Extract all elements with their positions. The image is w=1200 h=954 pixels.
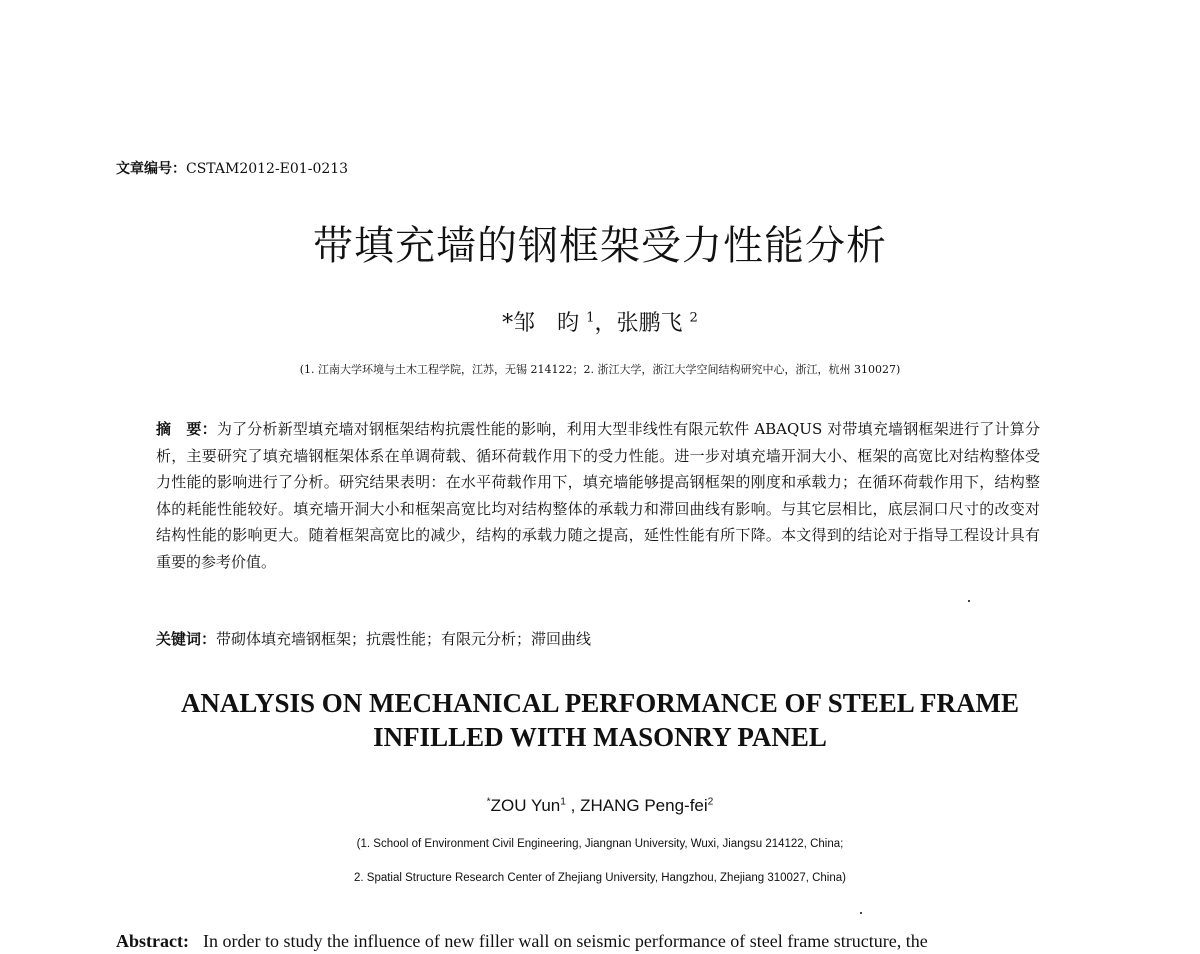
chinese-authors [0,308,1200,340]
english-authors [0,794,1200,818]
chinese-author-2: 张鹏飞 [616,311,683,336]
english-title [100,686,1100,754]
article-number-value: CSTAM2012-E01-0213 [186,161,349,177]
chinese-keywords-label: 关键词： [156,630,217,648]
corresponding-author-mark: * [486,796,491,808]
article-number [116,160,348,178]
scan-speck [860,912,862,914]
chinese-affiliation: (1. 江南大学环境与土木工程学院，江苏，无锡 214122；2. 浙江大学，浙江大学空间结构研究中心，浙江，杭州 310027) [299,363,901,376]
chinese-author-2-affil-mark: 2 [689,310,698,326]
english-affiliation-line-2: 2. Spatial Structure Research Center of Zhejiang University, Hangzhou, Zhejiang 310027, China) [353,872,846,884]
chinese-author-separator: ， [594,311,617,336]
scan-speck [968,600,970,602]
english-author-separator: , [565,796,581,815]
chinese-abstract [156,416,1040,575]
english-title-line-2: INFILLED WITH MASONRY PANEL [373,722,827,752]
english-author-1: ZOU Yun [490,796,561,815]
english-author-2-affil-mark: 2 [707,796,714,808]
chinese-title: 带填充墙的钢框架受力性能分析 [313,223,887,269]
english-abstract [116,928,1116,954]
english-author-1-affil-mark: 1 [560,796,566,808]
chinese-keywords-text: 带砌体填充墙钢框架；抗震性能；有限元分析；滞回曲线 [216,630,592,648]
english-abstract-text: In order to study the influence of new filler wall on seismic performance of steel frame structure, the [202,931,928,951]
chinese-abstract-text: 为了分析新型填充墙对钢框架结构抗震性能的影响，利用大型非线性有限元软件 ABAQUS 对带填充墙钢框架进行了计算分析，主要研究了填充墙钢框架体系在单调荷载、循环荷载作用下的受力性能。进一步对填充墙开洞大小、框架的高宽比对结构整体受力性能的影响进行了分析。研究结果表明：在水平荷载作用下，填充墙能够提高钢框架的刚度和承载力；在循环荷载作用下，结构整体的耗能性能较好。填充墙开洞大小和框架高宽比均对结构整体的承载力和滞回曲线有影响。与其它层相比，底层洞口尺寸的改变对结构性能的影响更大。随着框架高宽比的减少，结构的承载力随之提高，延性性能有所下降。本文得到的结论对于指导工程设计具有重要的参考价值。 [156,420,1040,571]
chinese-keywords [156,628,1040,650]
chinese-author-1-affil-mark: 1 [586,310,595,326]
english-title-line-1: ANALYSIS ON MECHANICAL PERFORMANCE OF STEEL FRAME [180,688,1020,718]
english-author-2: ZHANG Peng-fei [580,796,708,815]
article-number-label: 文章编号： [116,161,186,177]
chinese-abstract-label: 摘 要： [156,420,217,438]
english-abstract-label: Abstract: [116,931,189,951]
chinese-author-1: *邹 昀 [502,311,580,336]
english-affiliation-line-1: (1. School of Environment Civil Engineering, Jiangnan University, Wuxi, Jiangsu 214122, China; [356,838,844,850]
